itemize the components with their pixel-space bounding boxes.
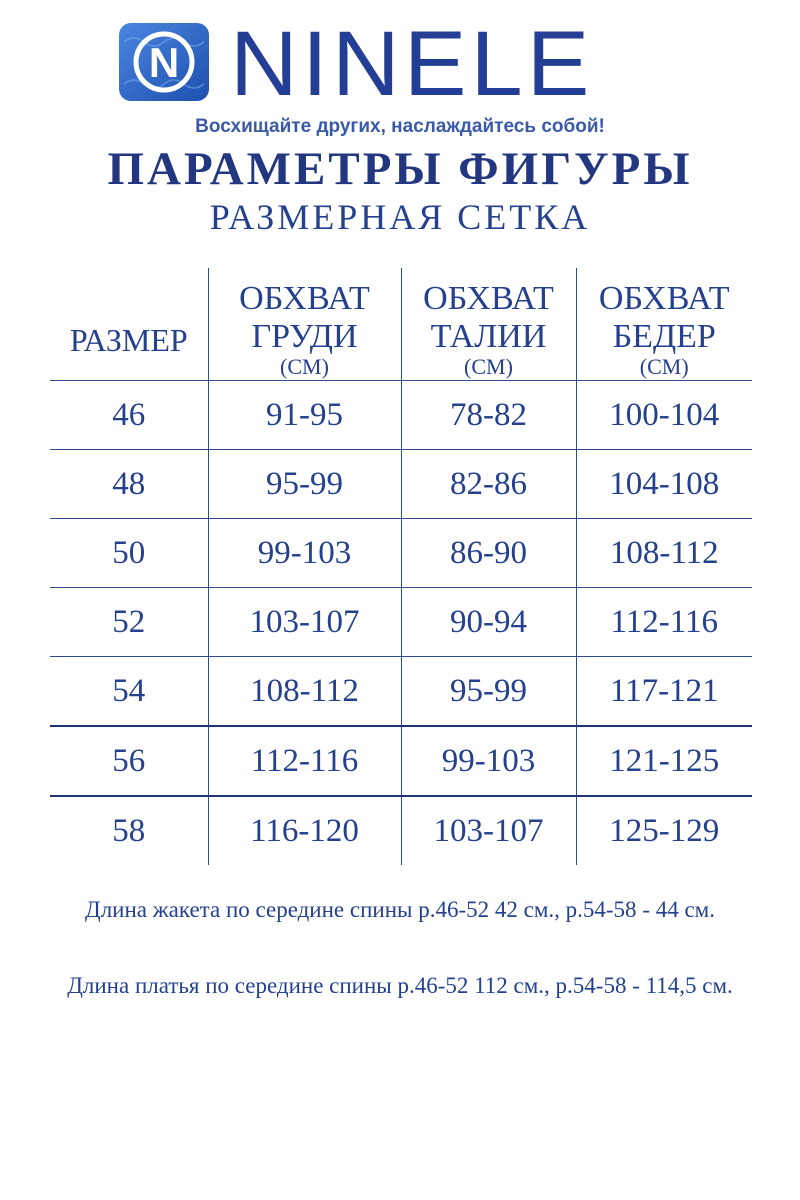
table-row	[50, 657, 752, 727]
cell-waist: 90-94	[401, 588, 576, 657]
cell-waist: 95-99	[401, 657, 576, 727]
cell-waist: 82-86	[401, 450, 576, 519]
cell-waist: 99-103	[401, 726, 576, 796]
header-hips: ОБХВАТ БЕДЕР (СМ)	[576, 268, 752, 381]
cell-size: 46	[50, 381, 208, 450]
cell-size: 52	[50, 588, 208, 657]
cell-bust: 99-103	[208, 519, 401, 588]
cell-waist: 86-90	[401, 519, 576, 588]
page-title: ПАРАМЕТРЫ ФИГУРЫ	[107, 143, 693, 195]
table-row	[50, 588, 752, 657]
cell-bust: 108-112	[208, 657, 401, 727]
cell-hips: 125-129	[576, 796, 752, 865]
cell-hips: 108-112	[576, 519, 752, 588]
table-header-row	[50, 268, 752, 381]
cell-hips: 117-121	[576, 657, 752, 727]
cell-size: 56	[50, 726, 208, 796]
cell-hips: 112-116	[576, 588, 752, 657]
jacket-length-note: Длина жакета по середине спины р.46-52 42 см., р.54-58 - 44 см.	[85, 897, 715, 922]
table-row	[50, 519, 752, 588]
cell-size: 48	[50, 450, 208, 519]
brand-name: NINELE	[230, 13, 594, 115]
table-row	[50, 796, 752, 865]
brand-logo	[118, 13, 698, 115]
cell-size: 58	[112, 812, 146, 849]
table-row	[50, 381, 752, 450]
dress-length-note: Длина платья по середине спины р.46-52 112 см., р.54-58 - 114,5 см.	[67, 973, 733, 998]
brand-badge-icon	[118, 22, 210, 102]
svg-text:N: N	[148, 39, 180, 86]
page-subtitle: РАЗМЕРНАЯ СЕТКА	[209, 197, 591, 237]
cell-bust: 116-120	[208, 796, 401, 865]
cell-hips: 121-125	[576, 726, 752, 796]
brand-slogan: Восхищайте других, наслаждайтесь собой!	[195, 116, 605, 137]
cell-bust: 95-99	[208, 450, 401, 519]
cell-bust: 103-107	[208, 588, 401, 657]
cell-hips: 104-108	[576, 450, 752, 519]
cell-hips: 100-104	[576, 381, 752, 450]
header-size: РАЗМЕР	[50, 268, 208, 381]
cell-size: 50	[50, 519, 208, 588]
table-row	[50, 450, 752, 519]
cell-size: 54	[50, 657, 208, 727]
cell-bust: 91-95	[208, 381, 401, 450]
cell-waist: 78-82	[401, 381, 576, 450]
size-chart-table	[50, 268, 752, 865]
header-waist: ОБХВАТ ТАЛИИ (СМ)	[401, 268, 576, 381]
header-bust: ОБХВАТ ГРУДИ (СМ)	[208, 268, 401, 381]
cell-bust: 112-116	[208, 726, 401, 796]
cell-waist: 103-107	[401, 796, 576, 865]
table-row	[50, 726, 752, 796]
